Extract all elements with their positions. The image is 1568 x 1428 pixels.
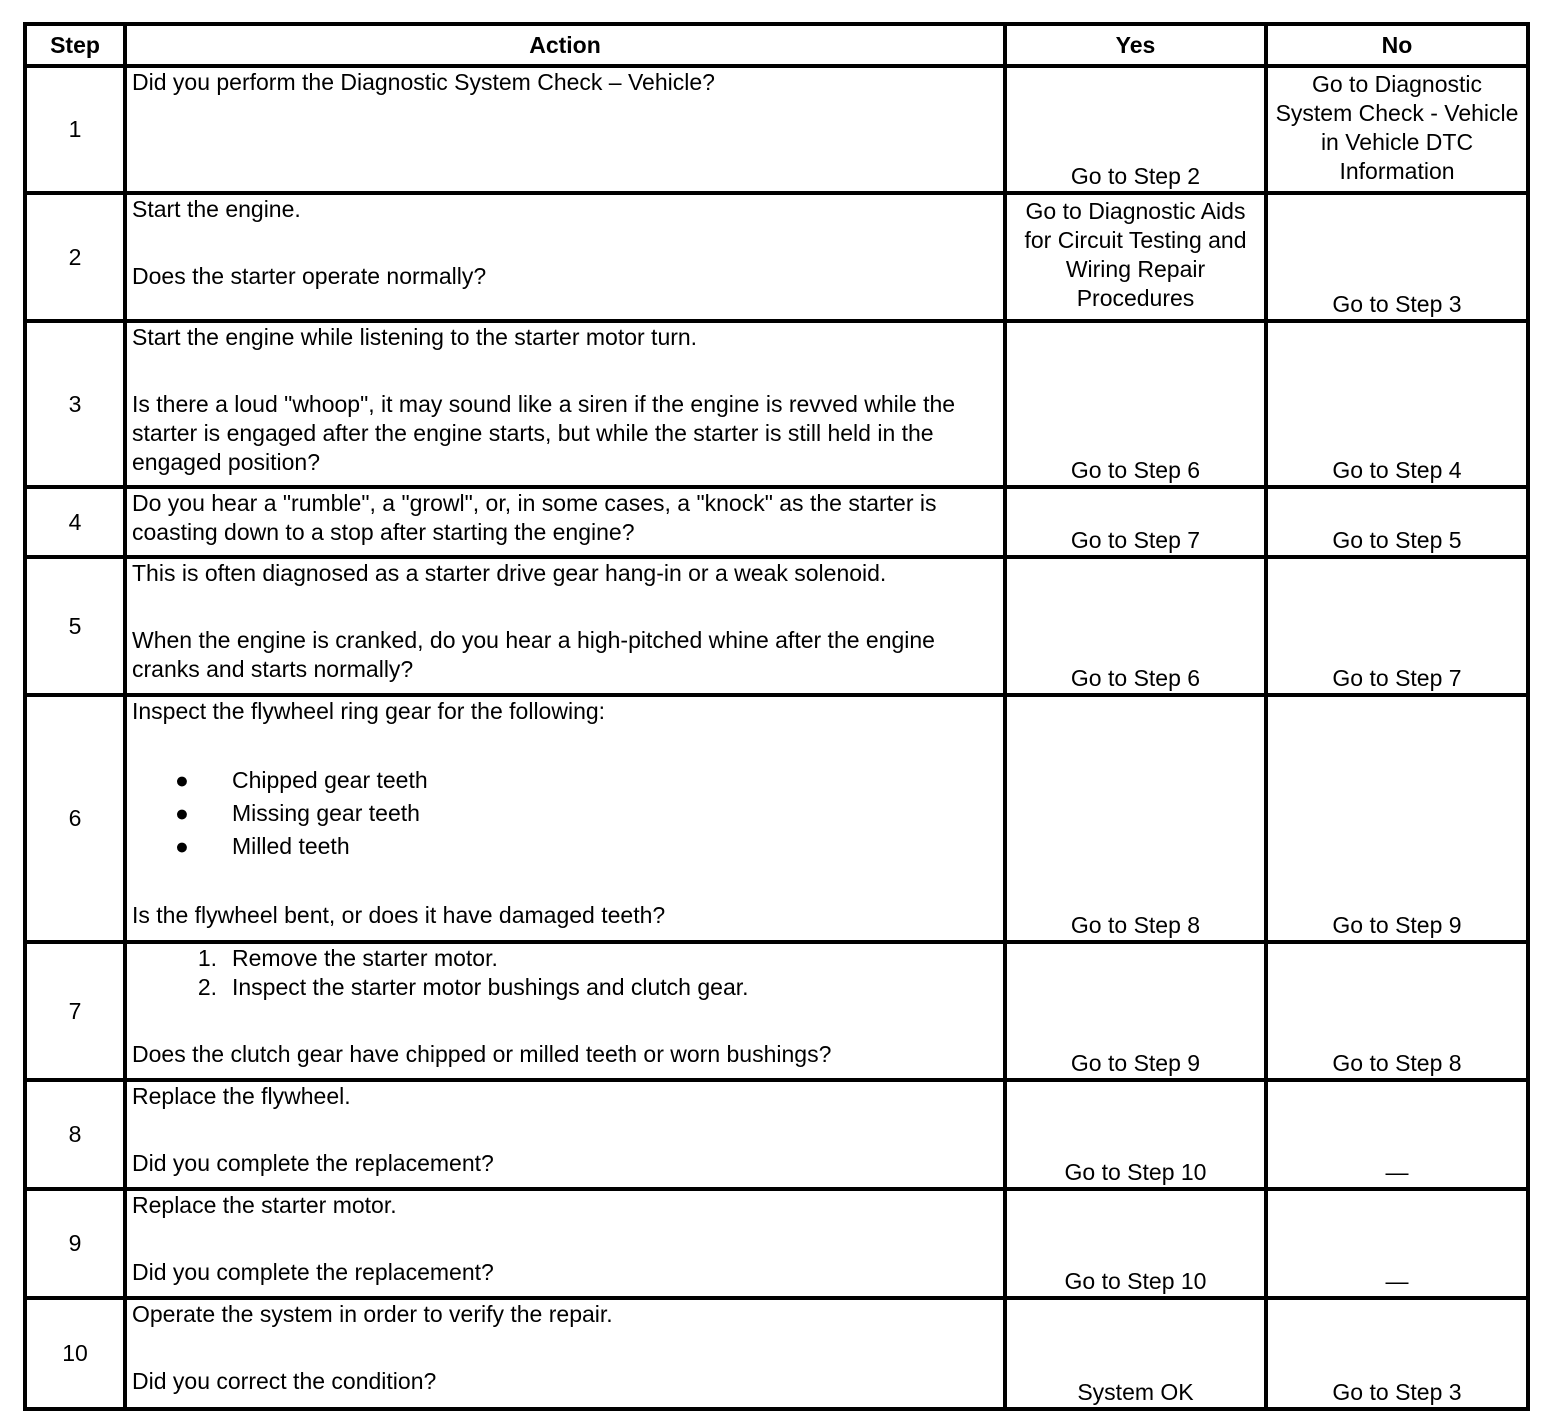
- yes-cell: Go to Step 9: [1005, 942, 1266, 1080]
- no-cell: Go to Step 4: [1266, 321, 1528, 487]
- yes-cell: Go to Step 7: [1005, 487, 1266, 557]
- list-number: 2.: [197, 974, 217, 1000]
- yes-cell: Go to Step 8: [1005, 695, 1266, 942]
- step-number: 9: [25, 1189, 125, 1298]
- list-item: [132, 830, 998, 863]
- no-cell: Go to Step 7: [1266, 557, 1528, 695]
- no-cell: Go to Step 5: [1266, 487, 1528, 557]
- table-row: [25, 1080, 1528, 1189]
- spacer: [132, 352, 998, 390]
- list-item: [132, 764, 998, 797]
- action-text: Replace the flywheel.: [132, 1083, 351, 1109]
- action-text: Start the engine while listening to the starter motor turn.: [132, 324, 698, 350]
- header-step: Step: [25, 24, 125, 66]
- no-cell: Go to Diagnostic System Check - Vehicle in Vehicle DTC Information: [1266, 66, 1528, 193]
- spacer: [132, 1002, 998, 1040]
- step-number: 2: [25, 193, 125, 321]
- list-item: [132, 797, 998, 830]
- step-number: 10: [25, 1298, 125, 1409]
- step-number: 1: [25, 66, 125, 193]
- action-text: Start the engine.: [132, 196, 301, 222]
- table-row: [25, 321, 1528, 487]
- list-item-text: Milled teeth: [232, 833, 350, 859]
- step-number: 4: [25, 487, 125, 557]
- list-item-text: Inspect the starter motor bushings and clutch gear.: [232, 974, 749, 1000]
- action-cell: [125, 695, 1005, 942]
- numbered-list: [132, 944, 998, 1002]
- table-row: [25, 487, 1528, 557]
- list-item-text: Missing gear teeth: [232, 800, 420, 826]
- action-cell: [125, 487, 1005, 557]
- action-question: Did you complete the replacement?: [132, 1259, 494, 1285]
- list-item-text: Chipped gear teeth: [232, 767, 428, 793]
- action-text: Replace the starter motor.: [132, 1192, 397, 1218]
- action-text: Operate the system in order to verify the repair.: [132, 1301, 613, 1327]
- table-row: [25, 942, 1528, 1080]
- spacer: [132, 863, 998, 901]
- yes-cell: Go to Step 2: [1005, 66, 1266, 193]
- list-number: 1.: [197, 945, 217, 971]
- spacer: [132, 224, 998, 262]
- action-question: Is there a loud "whoop", it may sound like a siren if the engine is revved while the starter is engaged after the engine starts, but while the starter is still held in the engaged position?: [132, 391, 956, 475]
- step-number: 8: [25, 1080, 125, 1189]
- step-number: 3: [25, 321, 125, 487]
- action-cell: [125, 66, 1005, 193]
- list-item: [132, 973, 998, 1002]
- action-cell: [125, 1298, 1005, 1409]
- header-row: [25, 24, 1528, 66]
- no-cell: Go to Step 8: [1266, 942, 1528, 1080]
- no-cell: Go to Step 3: [1266, 1298, 1528, 1409]
- bullet-list: [132, 764, 998, 863]
- spacer: [132, 1329, 998, 1367]
- yes-cell: Go to Diagnostic Aids for Circuit Testing and Wiring Repair Procedures: [1005, 193, 1266, 321]
- table-row: [25, 695, 1528, 942]
- action-cell: [125, 942, 1005, 1080]
- action-question: Is the flywheel bent, or does it have damaged teeth?: [132, 902, 666, 928]
- bullet-icon: ●: [175, 833, 189, 859]
- step-number: 6: [25, 695, 125, 942]
- table-row: [25, 66, 1528, 193]
- yes-cell: Go to Step 10: [1005, 1189, 1266, 1298]
- action-question: Does the clutch gear have chipped or milled teeth or worn bushings?: [132, 1041, 832, 1067]
- action-text: Did you perform the Diagnostic System Check – Vehicle?: [132, 69, 715, 95]
- action-text: Inspect the flywheel ring gear for the following:: [132, 698, 606, 724]
- spacer: [132, 1220, 998, 1258]
- spacer: [132, 726, 998, 764]
- yes-cell: System OK: [1005, 1298, 1266, 1409]
- action-question: Do you hear a "rumble", a "growl", or, in some cases, a "knock" as the starter is coasting down to a stop after starting the engine?: [132, 490, 937, 545]
- action-cell: [125, 557, 1005, 695]
- step-number: 5: [25, 557, 125, 695]
- action-text: This is often diagnosed as a starter drive gear hang-in or a weak solenoid.: [132, 560, 887, 586]
- bullet-icon: ●: [175, 800, 189, 826]
- no-cell: Go to Step 9: [1266, 695, 1528, 942]
- header-action: Action: [125, 24, 1005, 66]
- list-item: [132, 944, 998, 973]
- yes-cell: Go to Step 10: [1005, 1080, 1266, 1189]
- table-row: [25, 193, 1528, 321]
- no-cell: —: [1266, 1080, 1528, 1189]
- table-row: [25, 1189, 1528, 1298]
- action-question: Does the starter operate normally?: [132, 263, 487, 289]
- no-cell: Go to Step 3: [1266, 193, 1528, 321]
- header-no: No: [1266, 24, 1528, 66]
- yes-cell: Go to Step 6: [1005, 321, 1266, 487]
- table-row: [25, 557, 1528, 695]
- action-cell: [125, 1080, 1005, 1189]
- yes-cell: Go to Step 6: [1005, 557, 1266, 695]
- action-cell: [125, 1189, 1005, 1298]
- step-number: 7: [25, 942, 125, 1080]
- spacer: [132, 588, 998, 626]
- bullet-icon: ●: [175, 767, 189, 793]
- table-row: [25, 1298, 1528, 1409]
- no-cell: —: [1266, 1189, 1528, 1298]
- action-question: Did you complete the replacement?: [132, 1150, 494, 1176]
- header-yes: Yes: [1005, 24, 1266, 66]
- action-question: When the engine is cranked, do you hear a high-pitched whine after the engine cranks and starts normally?: [132, 627, 935, 682]
- diagnostic-table: [23, 22, 1530, 1411]
- action-cell: [125, 193, 1005, 321]
- action-cell: [125, 321, 1005, 487]
- spacer: [132, 1111, 998, 1149]
- action-question: Did you correct the condition?: [132, 1368, 437, 1394]
- list-item-text: Remove the starter motor.: [232, 945, 498, 971]
